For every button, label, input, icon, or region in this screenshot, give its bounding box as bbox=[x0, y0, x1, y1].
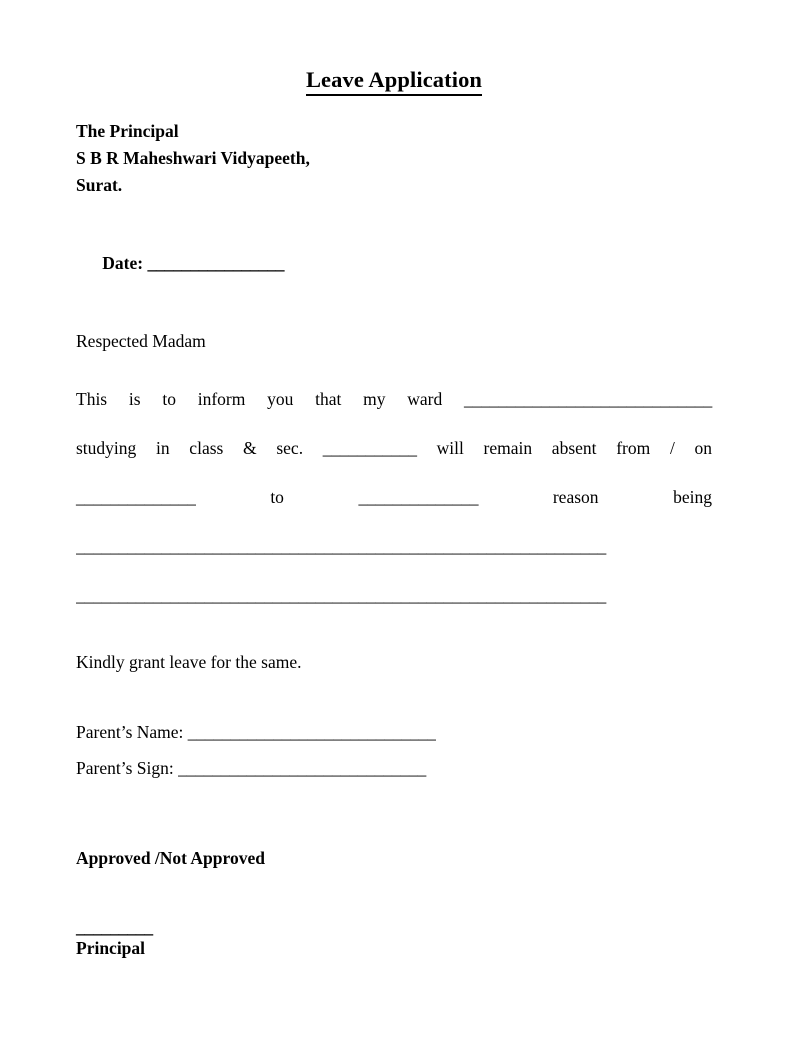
addressee-block bbox=[76, 118, 712, 199]
principal-signature-block bbox=[76, 918, 712, 960]
parent-name-label: Parent’s Name: bbox=[76, 721, 184, 742]
absent-from-date-blank[interactable]: ______________ bbox=[76, 486, 196, 507]
body-line-2-text-before: studying in class & sec. bbox=[76, 437, 304, 458]
body-line-3-to: to bbox=[270, 486, 284, 507]
date-field-row bbox=[76, 227, 712, 299]
approval-status[interactable]: Approved /Not Approved bbox=[76, 847, 265, 868]
body-line-3-being: being bbox=[673, 486, 713, 507]
parent-sign-row bbox=[76, 750, 712, 786]
reason-rule-lines bbox=[76, 522, 712, 620]
closing-request: Kindly grant leave for the same. bbox=[76, 651, 302, 672]
title-block bbox=[76, 68, 712, 96]
body-line-3 bbox=[76, 473, 712, 522]
parent-sign-label: Parent’s Sign: bbox=[76, 757, 174, 778]
document-content bbox=[76, 0, 712, 960]
body-line-1 bbox=[76, 375, 712, 424]
ward-name-blank[interactable]: _____________________________ bbox=[464, 388, 712, 409]
page-title: Leave Application bbox=[306, 68, 482, 96]
body-block bbox=[76, 375, 712, 620]
parent-signature-block bbox=[76, 714, 712, 786]
date-blank-line[interactable]: ________________ bbox=[147, 252, 285, 273]
addressee-city: Surat. bbox=[76, 174, 123, 195]
body-line-3-reason: reason bbox=[552, 486, 599, 507]
absent-to-date-blank[interactable]: ______________ bbox=[358, 486, 479, 507]
addressee-institution: S B R Maheshwari Vidyapeeth, bbox=[76, 147, 310, 168]
parent-name-blank[interactable]: _____________________________ bbox=[187, 721, 436, 742]
principal-sign-blank[interactable]: _________ bbox=[76, 916, 153, 937]
parent-name-row bbox=[76, 714, 712, 750]
body-line-2-text-after: will remain absent from / on bbox=[436, 437, 713, 458]
class-section-blank[interactable]: ___________ bbox=[322, 437, 417, 458]
addressee-recipient: The Principal bbox=[76, 120, 179, 141]
principal-label: Principal bbox=[76, 937, 146, 958]
body-line-2 bbox=[76, 424, 712, 473]
reason-blank-line-1[interactable]: ______________________________________________________________ bbox=[76, 535, 607, 556]
reason-blank-line-2[interactable]: ______________________________________________________________ bbox=[76, 584, 607, 605]
parent-sign-blank[interactable]: _____________________________ bbox=[178, 757, 427, 778]
date-label: Date: bbox=[102, 252, 144, 273]
body-line-1-text: This is to inform you that my ward bbox=[76, 388, 443, 409]
salutation: Respected Madam bbox=[76, 330, 206, 351]
